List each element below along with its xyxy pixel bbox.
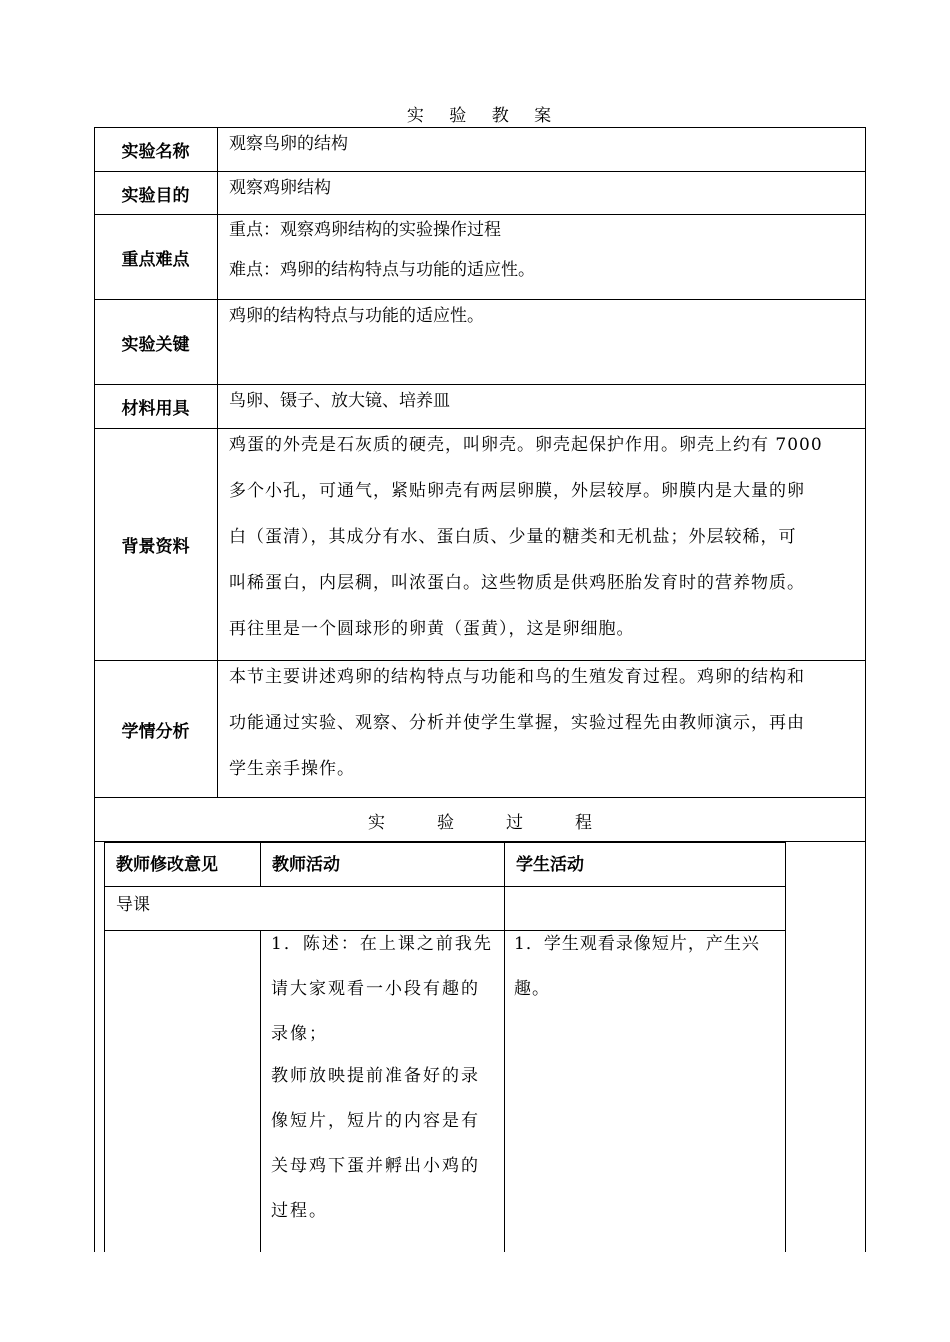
- teacher-activity-line: 录像；: [271, 1024, 328, 1044]
- row-experiment-key: [94, 300, 866, 385]
- value-materials: 鸟卵、镊子、放大镜、培养皿: [229, 391, 450, 411]
- teacher-activity-line: 像短片，短片的内容是有: [271, 1111, 480, 1131]
- student-activity-cell: [514, 922, 780, 1012]
- analysis-line: 学生亲手操作。: [229, 759, 355, 779]
- label-student-analysis: 学情分析: [94, 661, 218, 797]
- process-title-char: 过: [506, 812, 523, 833]
- teacher-activity-line: 教师放映提前准备好的录: [271, 1066, 480, 1086]
- process-title-char: 实: [368, 812, 385, 833]
- label-materials: 材料用具: [94, 385, 218, 428]
- row-student-analysis: [94, 661, 866, 798]
- label-experiment-name: 实验名称: [94, 128, 218, 171]
- section-label-intro: 导课: [116, 895, 150, 915]
- row-experiment-purpose: [94, 172, 866, 215]
- col-divider-2-top: [504, 842, 505, 930]
- header-student-activity: 学生活动: [516, 855, 584, 875]
- col-divider-2-body: [504, 930, 505, 1252]
- label-background: 背景资料: [94, 429, 218, 660]
- background-line: 再往里是一个圆球形的卵黄（蛋黄），这是卵细胞。: [229, 619, 635, 639]
- label-experiment-key: 实验关键: [94, 300, 218, 384]
- background-line: 白（蛋清），其成分有水、蛋白质、少量的糖类和无机盐；外层较稀，可: [229, 527, 797, 547]
- background-line: 叫稀蛋白，内层稠，叫浓蛋白。这些物质是供鸡胚胎发育时的营养物质。: [229, 573, 805, 593]
- document-title: 实 验 教 案: [406, 106, 562, 126]
- background-line: 多个小孔，可通气，紧贴卵壳有两层卵膜，外层较厚。卵膜内是大量的卵: [229, 481, 805, 501]
- student-activity-line: 趣。: [514, 979, 550, 999]
- col-divider-1-top: [260, 842, 261, 886]
- row-background: [94, 429, 866, 661]
- row-experiment-name: [94, 128, 866, 172]
- teacher-activity-line: 请大家观看一小段有趣的: [271, 979, 480, 999]
- label-key-difficulties: 重点难点: [94, 215, 218, 299]
- row-key-difficulties: [94, 215, 866, 300]
- header-teacher-comments: 教师修改意见: [116, 855, 218, 875]
- label-experiment-purpose: 实验目的: [94, 172, 218, 214]
- analysis-line: 功能通过实验、观察、分析并使学生掌握，实验过程先由教师演示，再由: [229, 713, 805, 733]
- background-line: 鸡蛋的外壳是石灰质的硬壳，叫卵壳。卵壳起保护作用。卵壳上约有 7000: [229, 435, 823, 455]
- header-divider: [104, 886, 786, 887]
- value-key-point: 重点：观察鸡卵结构的实验操作过程: [229, 220, 501, 240]
- teacher-activity-line: 1．陈述：在上课之前我先: [271, 934, 493, 954]
- col-divider-1-body: [260, 930, 261, 1252]
- process-table: [104, 842, 786, 1252]
- teacher-activity-line: 关母鸡下蛋并孵出小鸡的: [271, 1156, 480, 1176]
- student-activity-line: 1．学生观看录像短片，产生兴: [514, 934, 760, 954]
- process-title-char: 程: [575, 812, 592, 833]
- header-teacher-activity: 教师活动: [272, 855, 340, 875]
- teacher-activity-line: 过程。: [271, 1201, 328, 1221]
- value-experiment-purpose: 观察鸡卵结构: [229, 178, 331, 198]
- process-section-title: [94, 798, 866, 842]
- teacher-comments-cell[interactable]: [105, 931, 259, 1251]
- teacher-activity-cell: [271, 922, 501, 1234]
- value-experiment-key: 鸡卵的结构特点与功能的适应性。: [229, 306, 484, 326]
- analysis-line: 本节主要讲述鸡卵的结构特点与功能和鸟的生殖发育过程。鸡卵的结构和: [229, 667, 805, 687]
- process-title-char: 验: [437, 812, 454, 833]
- value-experiment-name: 观察鸟卵的结构: [229, 134, 348, 154]
- value-difficulty: 难点：鸡卵的结构特点与功能的适应性。: [229, 260, 535, 280]
